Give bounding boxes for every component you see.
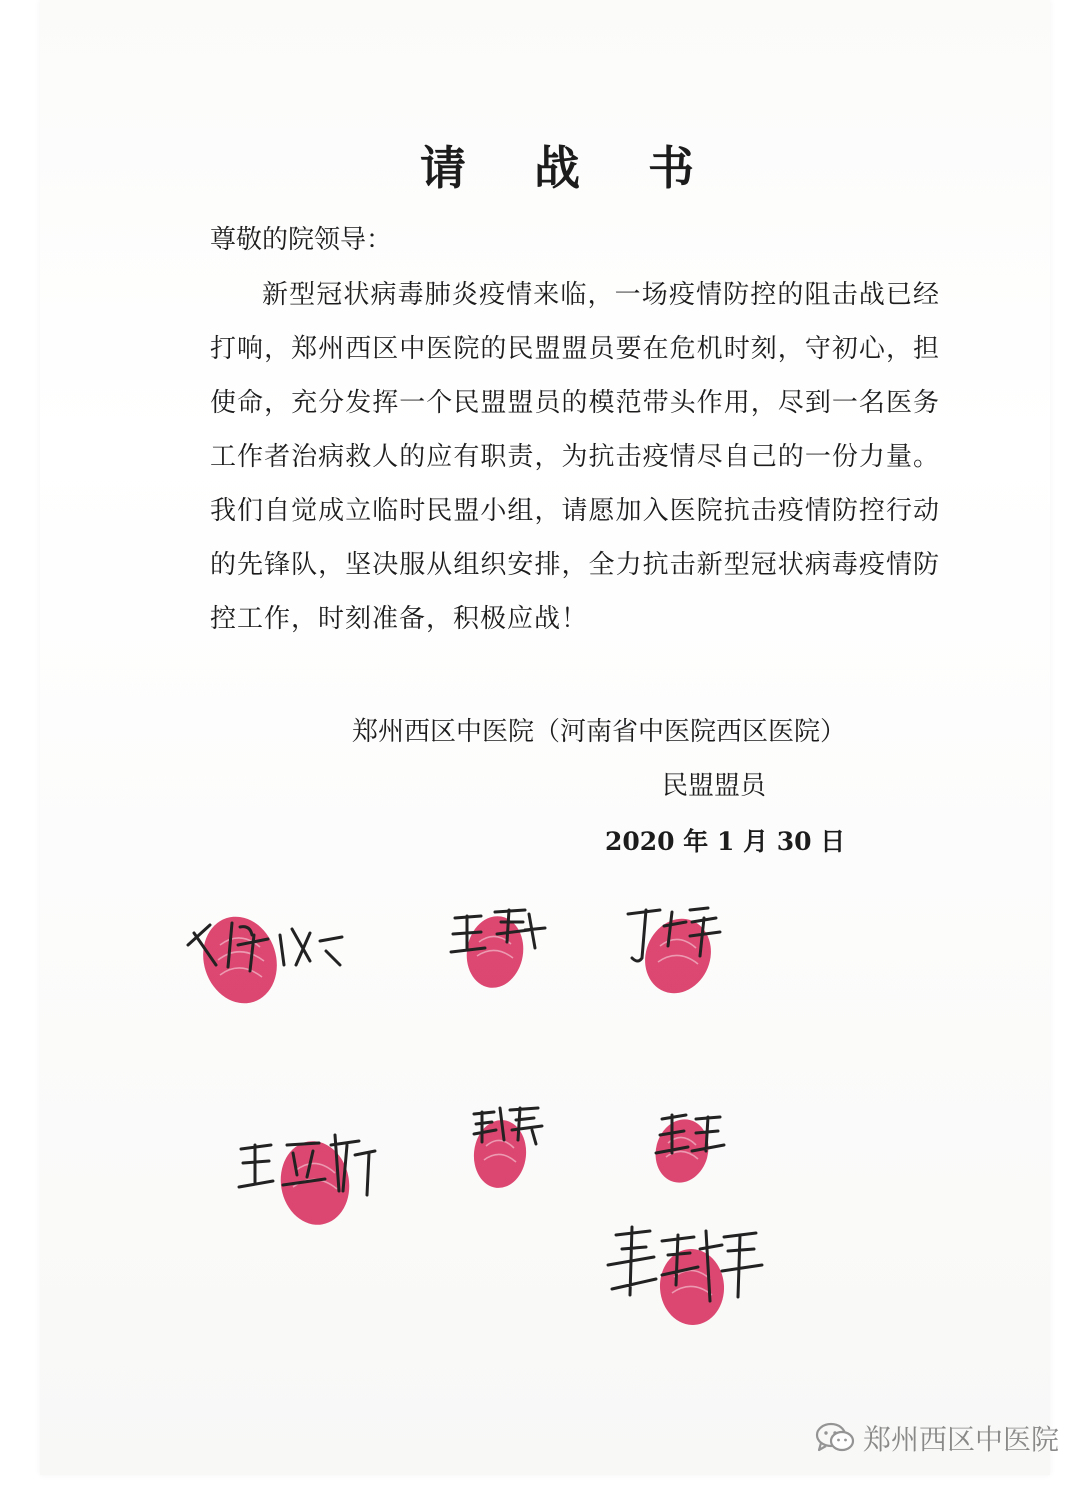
signature-han-yanan	[602, 1215, 772, 1325]
signature-wang-jing	[445, 900, 555, 1000]
letter-body: 新型冠状病毒肺炎疫情来临，一场疫情防控的阻击战已经打响，郑州西区中医院的民盟盟员要在危机时刻，守初心，担使命，充分发挥一个民盟盟员的模范带头作用，尽到一名医务工作者治病救人的应有职责，为抗击疫情尽自己的一份力量。我们自觉成立临时民盟小组，请愿加入医院抗击疫情防控行动的先锋队，坚决服从组织安排，全力抗击新型冠状病毒疫情防控工作，时刻准备，积极应战！	[210, 280, 940, 634]
signature-group: 民盟盟员	[662, 771, 767, 801]
signature-guo-peng	[460, 1100, 560, 1200]
signature-liu-yongzhi	[180, 905, 350, 1015]
signature-wang-yajuan	[235, 1115, 395, 1230]
wechat-icon	[815, 1421, 855, 1455]
signature-wang-yu	[640, 1105, 740, 1195]
signature-ding-ting	[620, 900, 730, 1000]
letter-title: 请 战 书	[419, 141, 721, 195]
watermark-text: 郑州西区中医院	[863, 1423, 1060, 1456]
letter-salutation: 尊敬的院领导：	[210, 225, 393, 255]
letter-date: 2020 年 1 月 30 日	[605, 827, 846, 856]
fingerprint-icon	[192, 907, 288, 1013]
wechat-watermark	[815, 1418, 1059, 1458]
fingerprint-icon	[461, 912, 529, 993]
signature-organization: 郑州西区中医院（河南省中医院西区医院）	[352, 717, 847, 747]
